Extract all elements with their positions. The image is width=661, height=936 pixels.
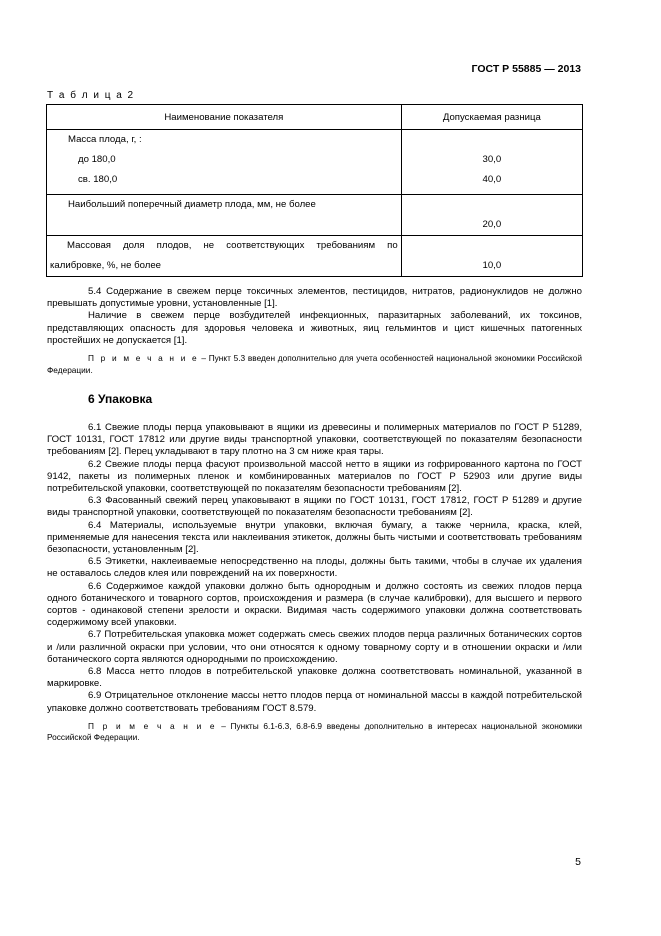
- table-header-row: [47, 105, 583, 130]
- row-label-mass-share-line1: Массовая доля плодов, не соответствующих требованиям по: [67, 240, 398, 251]
- row-label-fruit-mass: Масса плода, г, :: [68, 134, 142, 145]
- note-text: – Пункты 6.1-6.3, 6.8-6.9 введены дополнительно в интересах национальной экономики Российской Федерации.: [47, 720, 583, 743]
- table-row: [47, 130, 583, 195]
- note-label: П р и м е ч а н и е: [88, 720, 217, 731]
- column-header-tolerance: Допускаемая разница: [401, 105, 582, 130]
- section-6-body: [47, 422, 582, 744]
- standard-header: ГОСТ Р 55885 — 2013: [471, 63, 581, 75]
- column-header-indicator: Наименование показателя: [47, 105, 402, 130]
- value-over-180: 40,0: [482, 174, 502, 185]
- note-text: – Пункт 5.3 введен дополнительно для учета особенностей национальной экономики Российской Федерации.: [47, 353, 583, 375]
- row-label-mass-share-line2: калибровке, %, не более: [50, 260, 161, 271]
- paragraph-6-3: 6.3 Фасованный свежий перец упаковывают в ящики по ГОСТ 10131, ГОСТ 17812, ГОСТ Р 51289 и другие виды транспортной упаковки, соответствующей по показателям безопасности требованиям [2].: [47, 495, 582, 519]
- page-number: 5: [575, 856, 581, 868]
- value-up-to-180: 30,0: [482, 154, 502, 165]
- table-row: [47, 236, 583, 277]
- note-label: П р и м е ч а н и е: [88, 353, 199, 364]
- table-2: [46, 104, 583, 277]
- paragraph-6-4: 6.4 Материалы, используемые внутри упаковки, включая бумагу, а также чернила, краска, клей, применяемые для нанесения текста или наклеивания этикеток, должны быть чистыми и соответствовать требованиям безопасности, установленным [2].: [47, 519, 582, 556]
- paragraph-5-4-continued: Наличие в свежем перце возбудителей инфекционных, паразитарных заболеваний, их токсинов, представляющих опасность для здоровья человека и животных, яиц гельминтов и цист кишечных патогенных простейших не допускается [1].: [47, 310, 582, 346]
- row-sublabel-up-to-180: до 180,0: [78, 154, 116, 165]
- section-title-packaging: 6 Упаковка: [88, 392, 153, 406]
- paragraph-6-8: 6.8 Масса нетто плодов в потребительской упаковке должна соответствовать номинальной, указанной в маркировке.: [47, 666, 582, 690]
- paragraph-6-5: 6.5 Этикетки, наклеиваемые непосредственно на плоды, должны быть такими, чтобы в случае их удаления не оставалось следов клея или повреждений на их поверхности.: [47, 556, 582, 580]
- row-label-max-diameter: Наибольший поперечный диаметр плода, мм, не более: [68, 199, 316, 210]
- table-row: [47, 195, 583, 236]
- clause-5-4-block: [47, 286, 582, 376]
- note-5-3: [47, 353, 582, 376]
- paragraph-6-9: 6.9 Отрицательное отклонение массы нетто плодов перца от номинальной массы в каждой потребительской упаковке должно соответствовать требованиям ГОСТ 8.579.: [47, 690, 582, 714]
- paragraph-6-2: 6.2 Свежие плоды перца фасуют произвольной массой нетто в ящики из гофрированного картона по ГОСТ 9142, пакеты из полимерных пленок и комбинированных материалов по ГОСТ Р 52903 или другие виды потребительской упаковки, соответствующей по показателям безопасности требованиям [2].: [47, 458, 582, 495]
- value-max-diameter: 20,0: [482, 219, 502, 230]
- note-section-6: [47, 721, 582, 744]
- paragraph-6-6: 6.6 Содержимое каждой упаковки должно быть однородным и должно состоять из свежих плодов перца одного ботанического и товарного сортов, происхождения и размера (в случае калибровки), для высшего и первого сортов - одинаковой степени зрелости и окраски. Видимая часть содержимого упаковки должна соответствовать содержимому всей упаковки.: [47, 580, 582, 629]
- paragraph-5-4: 5.4 Содержание в свежем перце токсичных элементов, пестицидов, нитратов, радионуклидов не должно превышать допустимые уровни, установленные [1].: [47, 286, 582, 310]
- paragraph-6-1: 6.1 Свежие плоды перца упаковывают в ящики из древесины и полимерных материалов по ГОСТ Р 51289, ГОСТ 10131, ГОСТ 17812 или другие виды транспортной упаковки, соответствующей по показателям безопасности требованиям [2]. Перец укладывают в тару плотно на 3 см ниже края тары.: [47, 422, 582, 458]
- value-mass-share: 10,0: [482, 260, 502, 271]
- row-sublabel-over-180: св. 180,0: [78, 174, 118, 185]
- paragraph-6-7: 6.7 Потребительская упаковка может содержать смесь свежих плодов перца различных ботанических сортов и /или различной окраски при условии, что они относятся к одному товарному сорту и в отношении окраски и /или ботанического сорта являются однородными по происхождению.: [47, 629, 582, 665]
- table-caption: Т а б л и ц а 2: [47, 90, 135, 101]
